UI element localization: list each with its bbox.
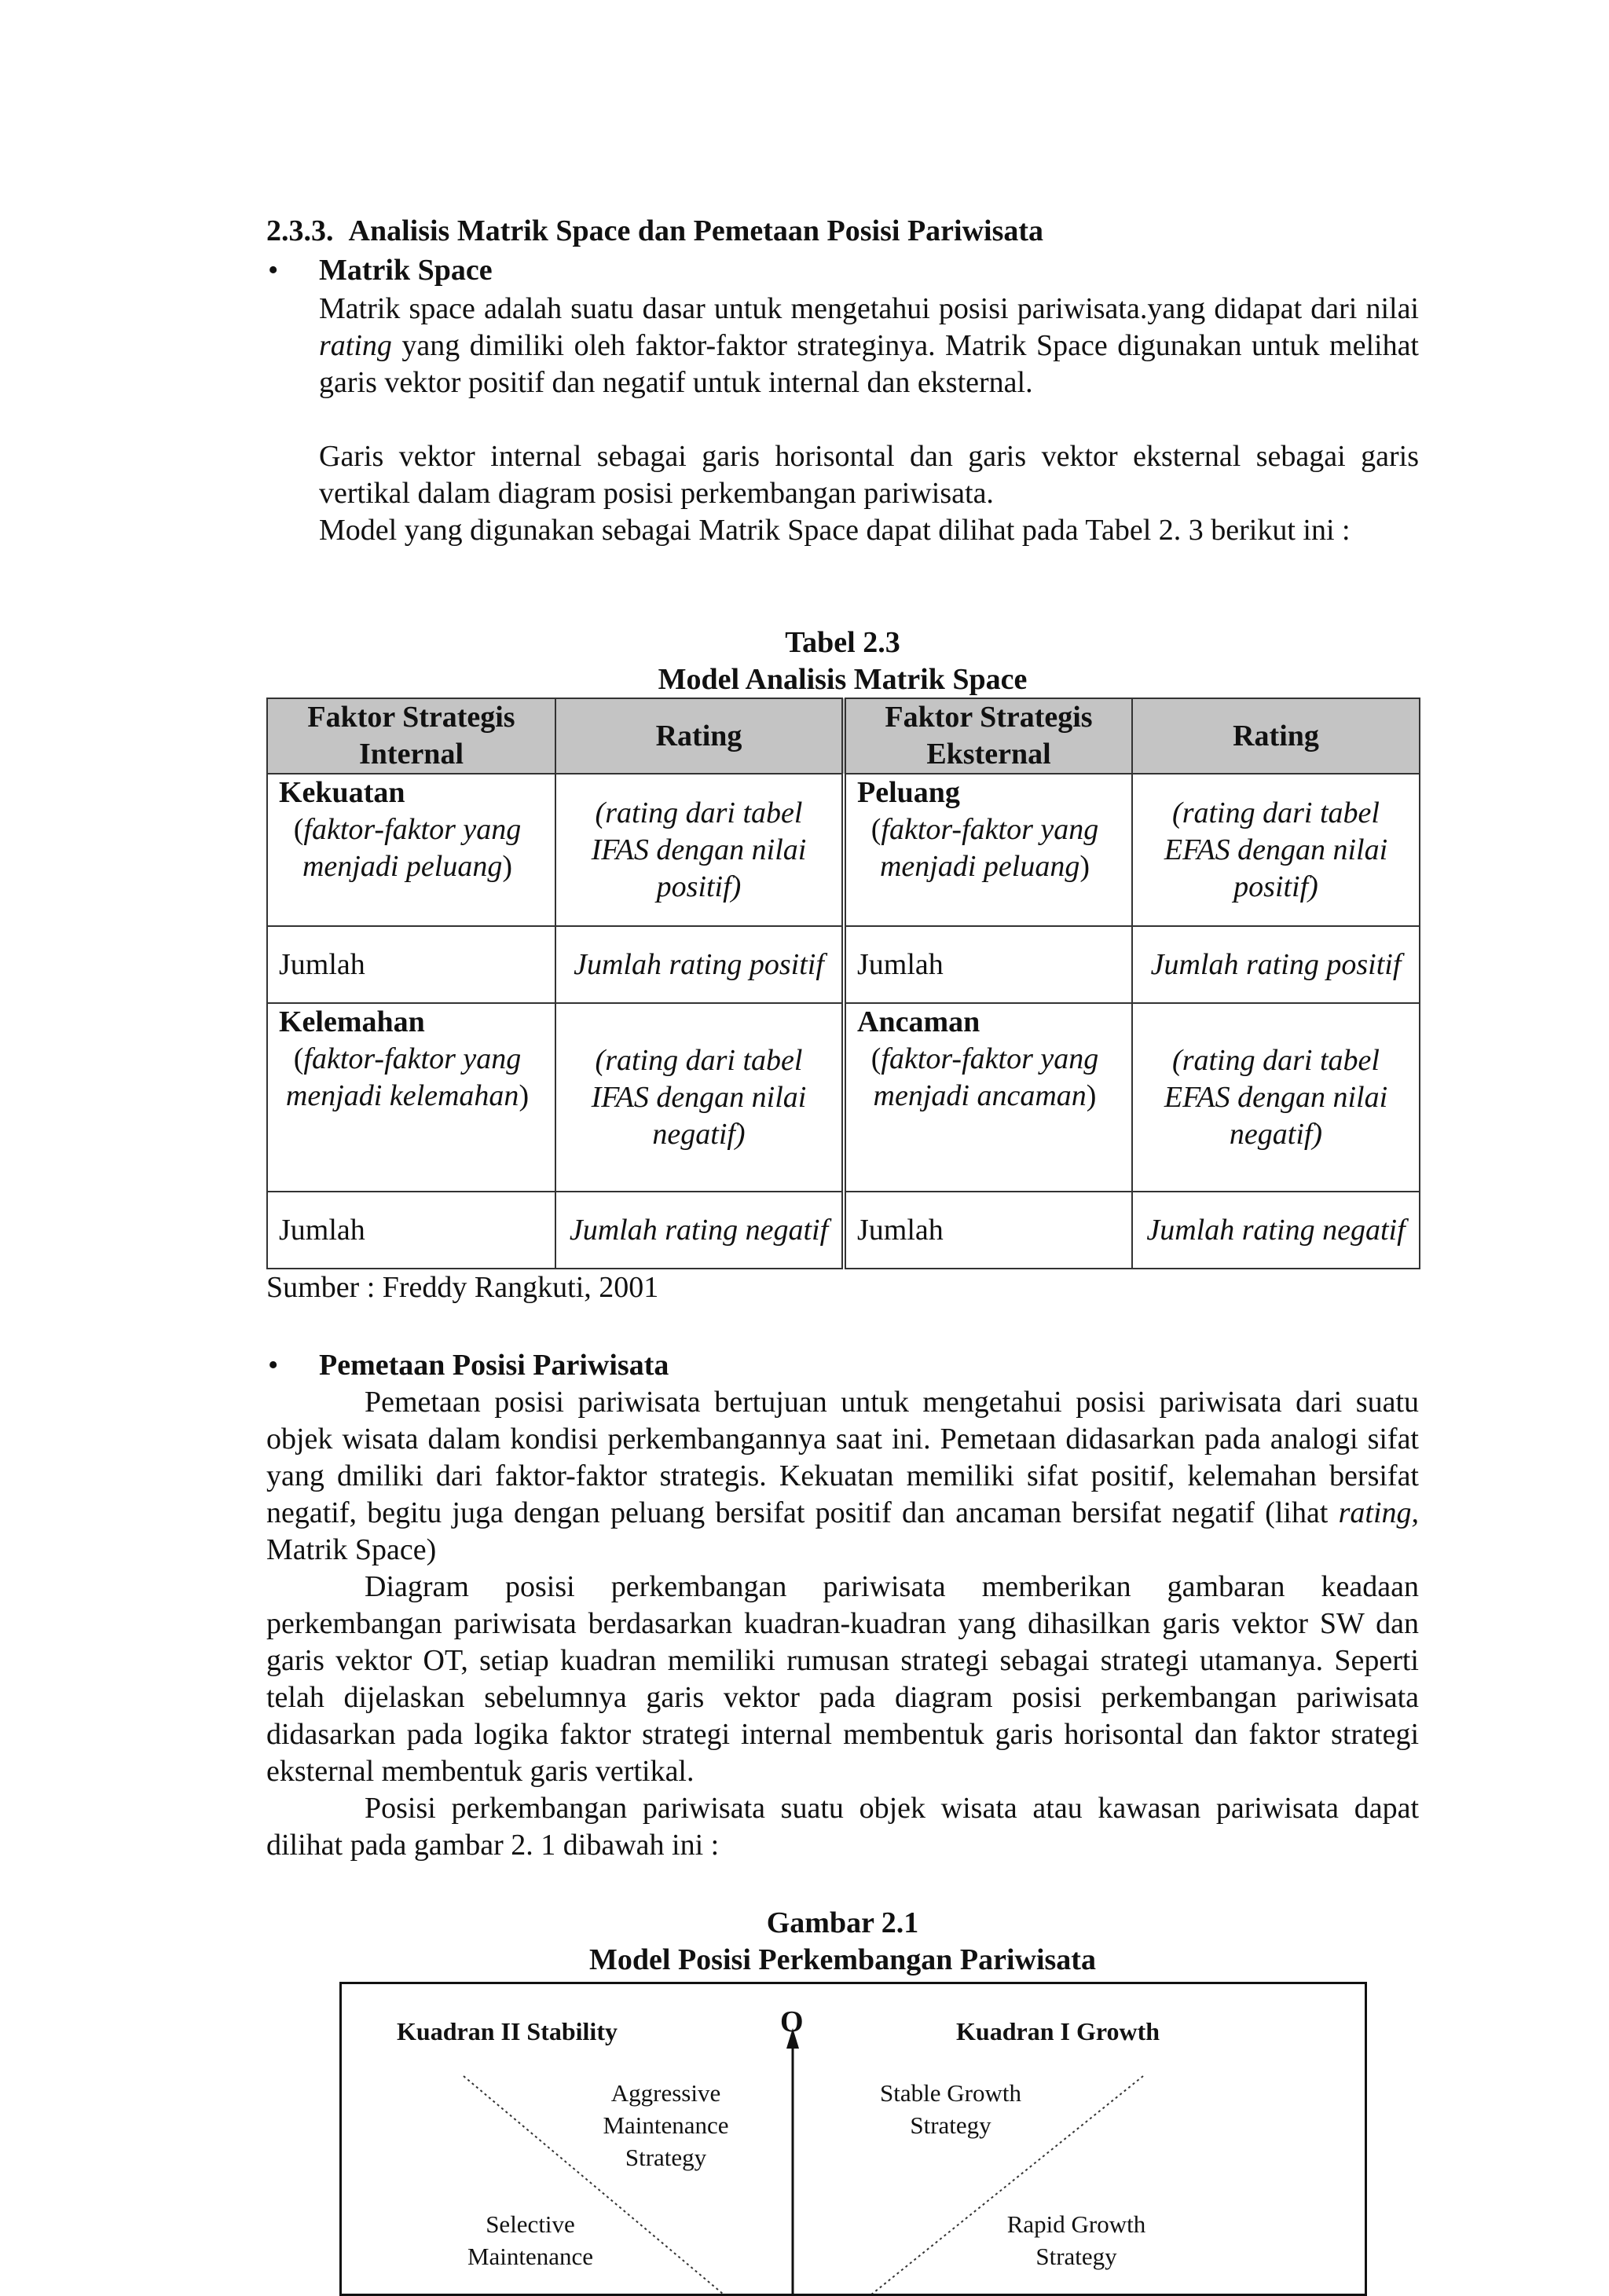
stable-growth-label: Stable Growth Strategy bbox=[880, 2079, 1021, 2139]
cell-jumlah-eksternal-positif: Jumlah bbox=[844, 926, 1132, 1003]
figure-title: Model Posisi Perkembangan Pariwisata bbox=[589, 1943, 1096, 1976]
p1-text-a: Matrik space adalah suatu dasar untuk mengetahui posisi pariwisata.yang didapat dari nilai bbox=[319, 292, 1419, 325]
cell-jumlah-rating-eksternal-negatif: Jumlah rating negatif bbox=[1132, 1192, 1420, 1269]
p2-emphasis-rating: rating, bbox=[1338, 1496, 1419, 1529]
p2-text-a: Pemetaan posisi pariwisata bertujuan untuk mengetahui posisi pariwisata dari suatu objek wisata dalam kondisi perkembangannya saat ini. Pemetaan didasarkan pada analogi sifat yang dmiliki dari faktor-faktor strategis. Kekuatan memiliki sifat positif, kelemahan bersifat negatif, begitu juga dengan peluang bersifat positif dan ancaman bersifat negatif (lihat bbox=[266, 1386, 1419, 1529]
matrik-space-paragraph-2: Garis vektor internal sebagai garis horisontal dan garis vektor eksternal sebagai garis vertikal dalam diagram posisi perkembangan pariwisata. bbox=[319, 440, 1419, 510]
matrik-space-paragraph-1 bbox=[319, 291, 1419, 401]
table-row-jumlah-negatif bbox=[267, 1192, 1420, 1269]
p1-text-b: yang dimiliki oleh faktor-faktor strateginya. Matrik Space digunakan untuk melihat garis vektor positif dan negatif untuk internal dan eksternal. bbox=[319, 329, 1419, 399]
table-row-jumlah-positif bbox=[267, 926, 1420, 1003]
header-rating-internal: Rating bbox=[555, 698, 844, 774]
cell-kekuatan bbox=[267, 774, 555, 926]
desc-ancaman: (faktor-faktor yang menjadi ancaman) bbox=[870, 1042, 1099, 1112]
p1-emphasis-rating: rating bbox=[319, 329, 392, 362]
cell-jumlah-eksternal-negatif: Jumlah bbox=[844, 1192, 1132, 1269]
table-title: Model Analisis Matrik Space bbox=[658, 663, 1028, 696]
bullet-dot-1: • bbox=[268, 254, 279, 287]
label-ancaman: Ancaman bbox=[857, 1005, 980, 1038]
cell-rating-kekuatan: (rating dari tabel IFAS dengan nilai positif) bbox=[555, 774, 844, 926]
bullet-dot-2: • bbox=[268, 1349, 279, 1382]
desc-peluang: (faktor-faktor yang menjadi peluang) bbox=[870, 813, 1099, 883]
aggressive-maintenance-label: Aggressive Maintenance Strategy bbox=[603, 2079, 729, 2171]
header-internal: Faktor Strategis Internal bbox=[267, 698, 555, 774]
section-heading bbox=[266, 212, 1043, 250]
pemetaan-paragraph-2: Diagram posisi perkembangan pariwisata memberikan gambaran keadaan perkembangan pariwisata berdasarkan kuadran-kuadran yang dihasilkan garis vektor SW dan garis vektor OT, setiap kuadran memiliki rumusan strategi sebagai strategi utamanya. Seperti telah dijelaskan sebelumnya garis vektor pada diagram posisi perkembangan pariwisata didasarkan pada logika faktor strategi internal membentuk garis horisontal dan faktor strategi eksternal membentuk garis vertikal. bbox=[266, 1570, 1419, 1788]
table-source: Sumber : Freddy Rangkuti, 2001 bbox=[266, 1271, 659, 1304]
bullet-title-matrik-space: Matrik Space bbox=[319, 254, 493, 287]
header-eksternal: Faktor Strategis Eksternal bbox=[844, 698, 1132, 774]
table-row-kekuatan-peluang bbox=[267, 774, 1420, 926]
p2-text-end: Matrik Space) bbox=[266, 1533, 437, 1566]
desc-kelemahan: (faktor-faktor yang menjadi kelemahan) bbox=[285, 1042, 530, 1112]
bullet-title-pemetaan: Pemetaan Posisi Pariwisata bbox=[319, 1349, 669, 1382]
desc-kekuatan: (faktor-faktor yang menjadi peluang) bbox=[293, 813, 522, 883]
position-diagram bbox=[339, 1982, 1367, 2296]
pemetaan-paragraph-1 bbox=[266, 1384, 1419, 1569]
cell-peluang bbox=[844, 774, 1132, 926]
rapid-growth-label: Rapid Growth Strategy bbox=[1006, 2210, 1146, 2270]
label-peluang: Peluang bbox=[857, 776, 960, 809]
table-row-kelemahan-ancaman bbox=[267, 1003, 1420, 1192]
matrik-space-paragraph-3: Model yang digunakan sebagai Matrik Space dapat dilihat pada Tabel 2. 3 berikut ini : bbox=[319, 514, 1351, 547]
cell-jumlah-rating-internal-positif: Jumlah rating positif bbox=[555, 926, 844, 1003]
cell-rating-peluang: (rating dari tabel EFAS dengan nilai positif) bbox=[1132, 774, 1420, 926]
quadrant-i-label: Kuadran I Growth bbox=[956, 2017, 1160, 2045]
label-kelemahan: Kelemahan bbox=[279, 1005, 425, 1038]
cell-jumlah-internal-positif: Jumlah bbox=[267, 926, 555, 1003]
table-header-row bbox=[267, 698, 1420, 774]
header-rating-eksternal: Rating bbox=[1132, 698, 1420, 774]
section-number: 2.3.3. bbox=[266, 214, 334, 247]
cell-kelemahan bbox=[267, 1003, 555, 1192]
cell-jumlah-internal-negatif: Jumlah bbox=[267, 1192, 555, 1269]
axis-top-label: O bbox=[780, 2005, 804, 2038]
pemetaan-paragraph-3: Posisi perkembangan pariwisata suatu objek wisata atau kawasan pariwisata dapat dilihat pada gambar 2. 1 dibawah ini : bbox=[266, 1792, 1419, 1862]
matrik-space-table bbox=[266, 698, 1420, 1269]
cell-rating-ancaman: (rating dari tabel EFAS dengan nilai negatif) bbox=[1132, 1003, 1420, 1192]
cell-jumlah-rating-eksternal-positif: Jumlah rating positif bbox=[1132, 926, 1420, 1003]
table-number: Tabel 2.3 bbox=[785, 626, 900, 659]
label-kekuatan: Kekuatan bbox=[279, 776, 405, 809]
quadrant-ii-label: Kuadran II Stability bbox=[397, 2017, 618, 2045]
selective-maintenance-label: Selective Maintenance bbox=[467, 2210, 594, 2270]
figure-number: Gambar 2.1 bbox=[766, 1906, 919, 1939]
cell-rating-kelemahan: (rating dari tabel IFAS dengan nilai negatif) bbox=[555, 1003, 844, 1192]
section-title: Analisis Matrik Space dan Pemetaan Posisi Pariwisata bbox=[348, 214, 1044, 247]
cell-jumlah-rating-internal-negatif: Jumlah rating negatif bbox=[555, 1192, 844, 1269]
cell-ancaman bbox=[844, 1003, 1132, 1192]
